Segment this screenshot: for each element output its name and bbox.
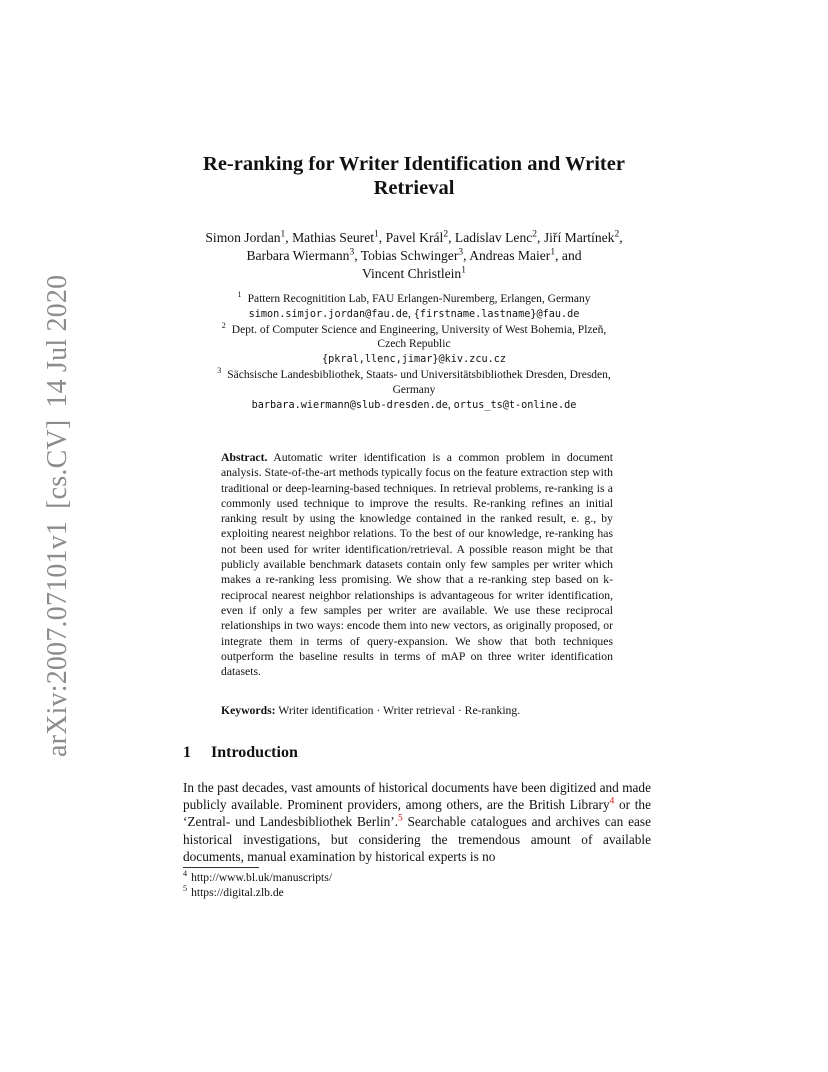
keywords-text: Writer identification · Writer retrieval · Re-ranking. <box>278 704 521 717</box>
affiliation-2-cont: Czech Republic <box>377 338 451 351</box>
affiliation-2 <box>150 320 678 338</box>
affiliation-mark: 3 <box>217 366 222 376</box>
paper-title <box>140 152 688 200</box>
keywords <box>221 703 613 718</box>
author-name: Tobias Schwinger <box>360 248 459 263</box>
footnote-link-5[interactable]: 5 <box>398 813 403 824</box>
arxiv-id: arXiv:2007.07101v1 <box>42 520 73 757</box>
affiliation-2-emails <box>150 352 678 368</box>
arxiv-date: 14 Jul 2020 <box>42 274 73 408</box>
author-affiliation-mark: 3 <box>349 247 355 258</box>
title-line-1: Re-ranking for Writer Identification and Writer <box>203 153 625 175</box>
author-affiliation-mark: 2 <box>532 229 538 240</box>
author-affiliation-mark: 1 <box>461 265 466 276</box>
affiliation-mark: 2 <box>221 320 226 330</box>
abstract-text: Automatic writer identification is a common problem in document analysis. State-of-the-art methods typically focus on the feature extraction step with traditional or deep-learning-based techniques. In retrieval problems, re-ranking is a commonly used technique to improve the results. Re-ranking refines an initial ranking result by using the knowledge contained in the ranked result, e. g., by exploiting nearest neighbor relations. To the best of our knowledge, re-ranking has not been used for writer identification/retrieval. A possible reason might be that publicly available benchmark datasets contain only few samples per writer which makes a re-ranking less promising. We show that a re-ranking step based on k-reciprocal nearest neighbor relationships is advantageous for writer identification, even if only a few samples per writer are available. We use these reciprocal relationships in two ways: encode them into new vectors, as originally proposed, or integrate them in terms of query-expansion. We show that both techniques outperform the baseline results in terms of mAP on three writer identification datasets. <box>221 451 613 679</box>
footnote-mark: 4 <box>183 869 188 879</box>
author-affiliation-mark: 2 <box>443 229 449 240</box>
author-line-3 <box>150 265 678 283</box>
abstract-label: Abstract. <box>221 451 268 464</box>
author-affiliation-mark: 1 <box>280 229 286 240</box>
author-line-2: Barbara Wiermann$^3$, Tobias Schwinger$^3$, Andreas Maier$^1$, and <box>246 247 582 263</box>
affiliation-3 <box>150 368 678 383</box>
author-affiliation-mark: 3 <box>458 247 464 258</box>
author-name: Vincent Christlein <box>362 266 462 281</box>
footnote-4 <box>183 870 332 885</box>
author-name: Jiří Martínek <box>543 230 615 245</box>
section-title: Introduction <box>211 744 298 761</box>
affiliations <box>150 292 678 413</box>
abstract <box>221 450 613 679</box>
author-conjunction: and <box>561 248 582 263</box>
arxiv-category: [cs.CV] <box>42 419 73 509</box>
author-affiliation-mark: 1 <box>550 247 556 258</box>
author-affiliation-mark: 2 <box>614 229 620 240</box>
author-name: Andreas Maier <box>469 248 551 263</box>
author-line-1: Simon Jordan$^1$, Mathias Seuret$^1$, Pavel Král$^2$, Ladislav Lenc$^2$, Jiří Martínek$^2$, <box>205 229 623 245</box>
email-link[interactable]: barbara.wiermann@slub-dresden.de <box>251 399 448 411</box>
affiliation-1 <box>150 292 678 307</box>
affiliation-mark: 1 <box>237 290 242 300</box>
author-name: Simon Jordan <box>205 230 281 245</box>
email-link[interactable]: {pkral,llenc,jimar}@kiv.zcu.cz <box>321 354 506 366</box>
author-name: Pavel Král <box>385 230 444 245</box>
section-heading <box>183 744 298 762</box>
footnote-url[interactable]: https://digital.zlb.de <box>191 886 284 899</box>
footnote-url[interactable]: http://www.bl.uk/manuscripts/ <box>191 871 333 884</box>
affiliation-text: Dept. of Computer Science and Engineering, University of West Bohemia, Plzeň, <box>231 323 607 336</box>
intro-paragraph <box>183 779 651 865</box>
email-link[interactable]: {firstname.lastname}@fau.de <box>413 308 580 320</box>
intro-text: In the past decades, vast amounts of historical documents have been digitized and made publicly available. Prominent providers, among others, are the British Library <box>183 780 651 813</box>
arxiv-stamp <box>42 275 74 757</box>
keywords-label: Keywords: <box>221 704 276 717</box>
footnotes <box>183 870 332 900</box>
intro-text: Searchable catalogues and archives can ease historical investigations, but considering the tremendous amount of available documents, manual examination by historical experts is no <box>183 814 651 864</box>
affiliation-3-cont: Germany <box>392 383 436 396</box>
affiliation-1-emails: simon.simjor.jordan@fau.de, {firstname.lastname}@fau.de <box>248 307 580 320</box>
affiliation-text: Pattern Recognitition Lab, FAU Erlangen-Nuremberg, Erlangen, Germany <box>247 293 591 305</box>
author-name: Ladislav Lenc <box>454 230 533 245</box>
author-name: Mathias Seuret <box>292 230 375 245</box>
footnote-divider <box>183 867 259 868</box>
title-line-2: Retrieval <box>373 177 455 199</box>
author-affiliation-mark: 1 <box>374 229 379 240</box>
footnote-5 <box>183 885 332 900</box>
section-number: 1 <box>183 744 191 761</box>
email-link[interactable]: ortus_ts@t-online.de <box>453 399 577 411</box>
affiliation-3-emails: barbara.wiermann@slub-dresden.de, ortus_ts@t-online.de <box>251 398 577 411</box>
author-list <box>150 229 678 283</box>
footnote-link-4[interactable]: 4 <box>609 796 615 807</box>
footnote-mark: 5 <box>183 884 188 894</box>
intro-text: or the ‘Zentral- und Landesbibliothek Berlin’. <box>183 797 651 830</box>
email-link[interactable]: simon.simjor.jordan@fau.de <box>248 308 409 320</box>
author-name: Barbara Wiermann <box>246 248 350 263</box>
affiliation-text: Sächsische Landesbibliothek, Staats- und Universitätsbibliothek Dresden, Dresden, <box>227 368 611 381</box>
